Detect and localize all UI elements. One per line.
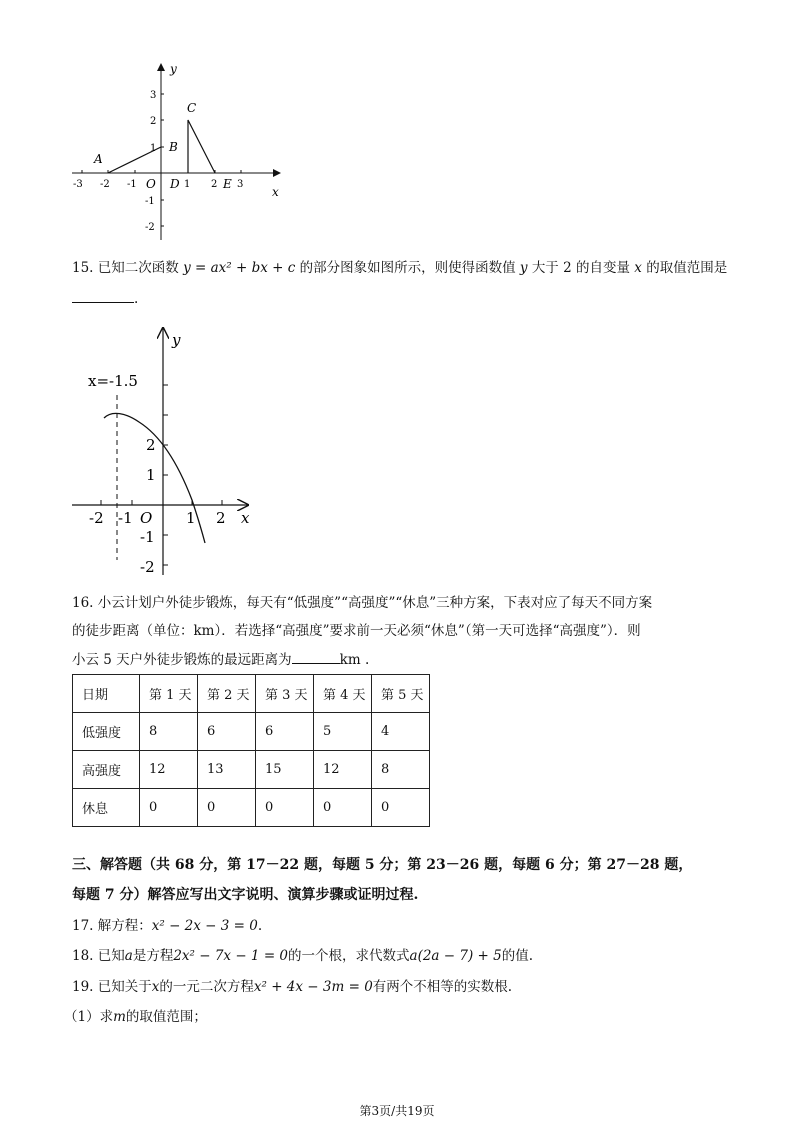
y-tick: 1: [146, 466, 156, 484]
q18-suffix: 的值.: [501, 948, 533, 964]
table-row: [73, 789, 430, 827]
q17-prefix: 17. 解方程：: [72, 918, 152, 934]
q15-blank-end: .: [134, 291, 139, 307]
distance-table: [72, 674, 430, 827]
y-tick: -1: [145, 196, 155, 207]
axis-label-x: x: [272, 185, 279, 199]
q15-text-mid: 大于 2 的自变量: [531, 260, 630, 276]
x-tick: -2: [100, 179, 110, 190]
label-c: C: [187, 101, 197, 115]
x-tick: -2: [89, 509, 104, 527]
x-tick: -1: [127, 179, 137, 190]
label-e: E: [223, 177, 232, 191]
y-tick: 3: [150, 90, 157, 101]
q15-formula: y = ax² + bx + c: [183, 260, 296, 276]
table-cell: 6: [198, 713, 256, 751]
header-cell: 第 3 天: [256, 675, 314, 713]
origin-label: O: [140, 509, 153, 527]
table-cell: 6: [256, 713, 314, 751]
question-19-part-1: [64, 1007, 207, 1027]
table-cell: 4: [372, 713, 430, 751]
header-cell: 第 4 天: [314, 675, 372, 713]
axis-label-y: y: [170, 62, 177, 76]
q19-suffix: 有两个不相等的实数根.: [372, 979, 513, 995]
question-18: [72, 946, 533, 966]
table-cell: 休息: [73, 789, 140, 827]
table-row: [73, 713, 430, 751]
q15-text-before: 已知二次函数: [97, 260, 179, 276]
table-cell: 0: [372, 789, 430, 827]
q19-equation: x² + 4x − 3m = 0: [253, 979, 373, 995]
table-cell: 0: [256, 789, 314, 827]
q16-line-2: 的徒步距离（单位：km）．若选择“高强度”要求前一天必须“休息”（第一天可选择“高强度”）．则: [72, 623, 641, 639]
x-tick: 1: [186, 509, 196, 527]
table-cell: 0: [314, 789, 372, 827]
label-d: D: [170, 177, 180, 191]
axis-label-y: y: [172, 331, 181, 349]
q15-text-after: 的部分图象如图所示，则使得函数值: [299, 260, 516, 276]
label-b: B: [169, 140, 178, 154]
y-tick: -2: [140, 558, 155, 576]
x-tick: 1: [184, 179, 191, 190]
q15-var-y: y: [519, 260, 528, 276]
y-tick: 2: [150, 116, 157, 127]
table-cell: 15: [256, 751, 314, 789]
label-a: A: [94, 152, 103, 166]
triangle-dce: [188, 120, 215, 173]
x-tick: 2: [216, 509, 226, 527]
axis-label-x: x: [241, 509, 250, 527]
y-tick: 2: [146, 436, 156, 454]
question-19: [72, 977, 512, 997]
q18-expression: a(2a − 7) + 5: [409, 948, 502, 964]
q16-line-3: [72, 649, 369, 670]
table-cell: 高强度: [73, 751, 140, 789]
q18-equation: 2x² − 7x − 1 = 0: [173, 948, 289, 964]
graph-q15: [66, 326, 266, 582]
table-cell: 0: [140, 789, 198, 827]
q19-1-var: m: [113, 1009, 126, 1025]
question-17: [72, 916, 262, 936]
q18-mid2: 的一个根，求代数式: [288, 948, 410, 964]
q15-var-x: x: [634, 260, 642, 276]
q18-var: a: [124, 948, 133, 964]
table-cell: 12: [314, 751, 372, 789]
label-o: O: [146, 177, 156, 191]
section-3-heading-line-2: 每题 7 分）解答应写出文字说明、演算步骤或证明过程.: [72, 887, 419, 903]
graph-q14: [66, 58, 296, 248]
y-tick: -1: [140, 528, 155, 546]
x-tick: 2: [211, 179, 218, 190]
table-cell: 13: [198, 751, 256, 789]
q15-number: 15.: [72, 260, 94, 276]
q15-answer-line: [72, 288, 138, 309]
page-footer: 第3页/共19页: [359, 1104, 435, 1118]
y-tick: 1: [150, 143, 157, 154]
x-tick: -3: [73, 179, 83, 190]
q19-mid: 的一元二次方程: [159, 979, 254, 995]
q18-mid1: 是方程: [132, 948, 174, 964]
q16-line-1: 16. 小云计划户外徒步锻炼，每天有“低强度”“高强度”“休息”三种方案，下表对应了每天不同方案: [72, 595, 653, 611]
q15-text-end: 的取值范围是: [646, 260, 728, 276]
table-header-row: [73, 675, 430, 713]
y-tick: -2: [145, 222, 155, 233]
table-cell: 12: [140, 751, 198, 789]
header-cell: 第 5 天: [372, 675, 430, 713]
q19-1-suffix: 的取值范围；: [125, 1009, 207, 1025]
x-tick: -1: [118, 509, 133, 527]
table-cell: 8: [140, 713, 198, 751]
q16-text: 小云 5 天户外徒步锻炼的最远距离为: [72, 652, 292, 668]
table-cell: 5: [314, 713, 372, 751]
x-tick: 3: [237, 179, 244, 190]
section-3-heading-line-1: 三、解答题（共 68 分，第 17－22 题，每题 5 分；第 23－26 题，每题 6 分；第 27－28 题，: [72, 857, 693, 873]
question-15: [72, 258, 727, 278]
table-cell: 0: [198, 789, 256, 827]
table-row: [73, 751, 430, 789]
q19-prefix: 19. 已知关于: [72, 979, 152, 995]
table-cell: 8: [372, 751, 430, 789]
header-cell: 日期: [73, 675, 140, 713]
q16-unit: km .: [339, 652, 370, 668]
q19-var: x: [151, 979, 160, 995]
q19-1-prefix: （1）求: [64, 1009, 114, 1025]
q17-equation: x² − 2x − 3 = 0: [151, 918, 258, 934]
answer-blank[interactable]: [292, 649, 340, 664]
q18-prefix: 18. 已知: [72, 948, 125, 964]
table-cell: 低强度: [73, 713, 140, 751]
header-cell: 第 1 天: [140, 675, 198, 713]
answer-blank[interactable]: [72, 288, 134, 303]
q17-suffix: .: [257, 918, 263, 934]
header-cell: 第 2 天: [198, 675, 256, 713]
symmetry-label: x=-1.5: [88, 372, 138, 390]
